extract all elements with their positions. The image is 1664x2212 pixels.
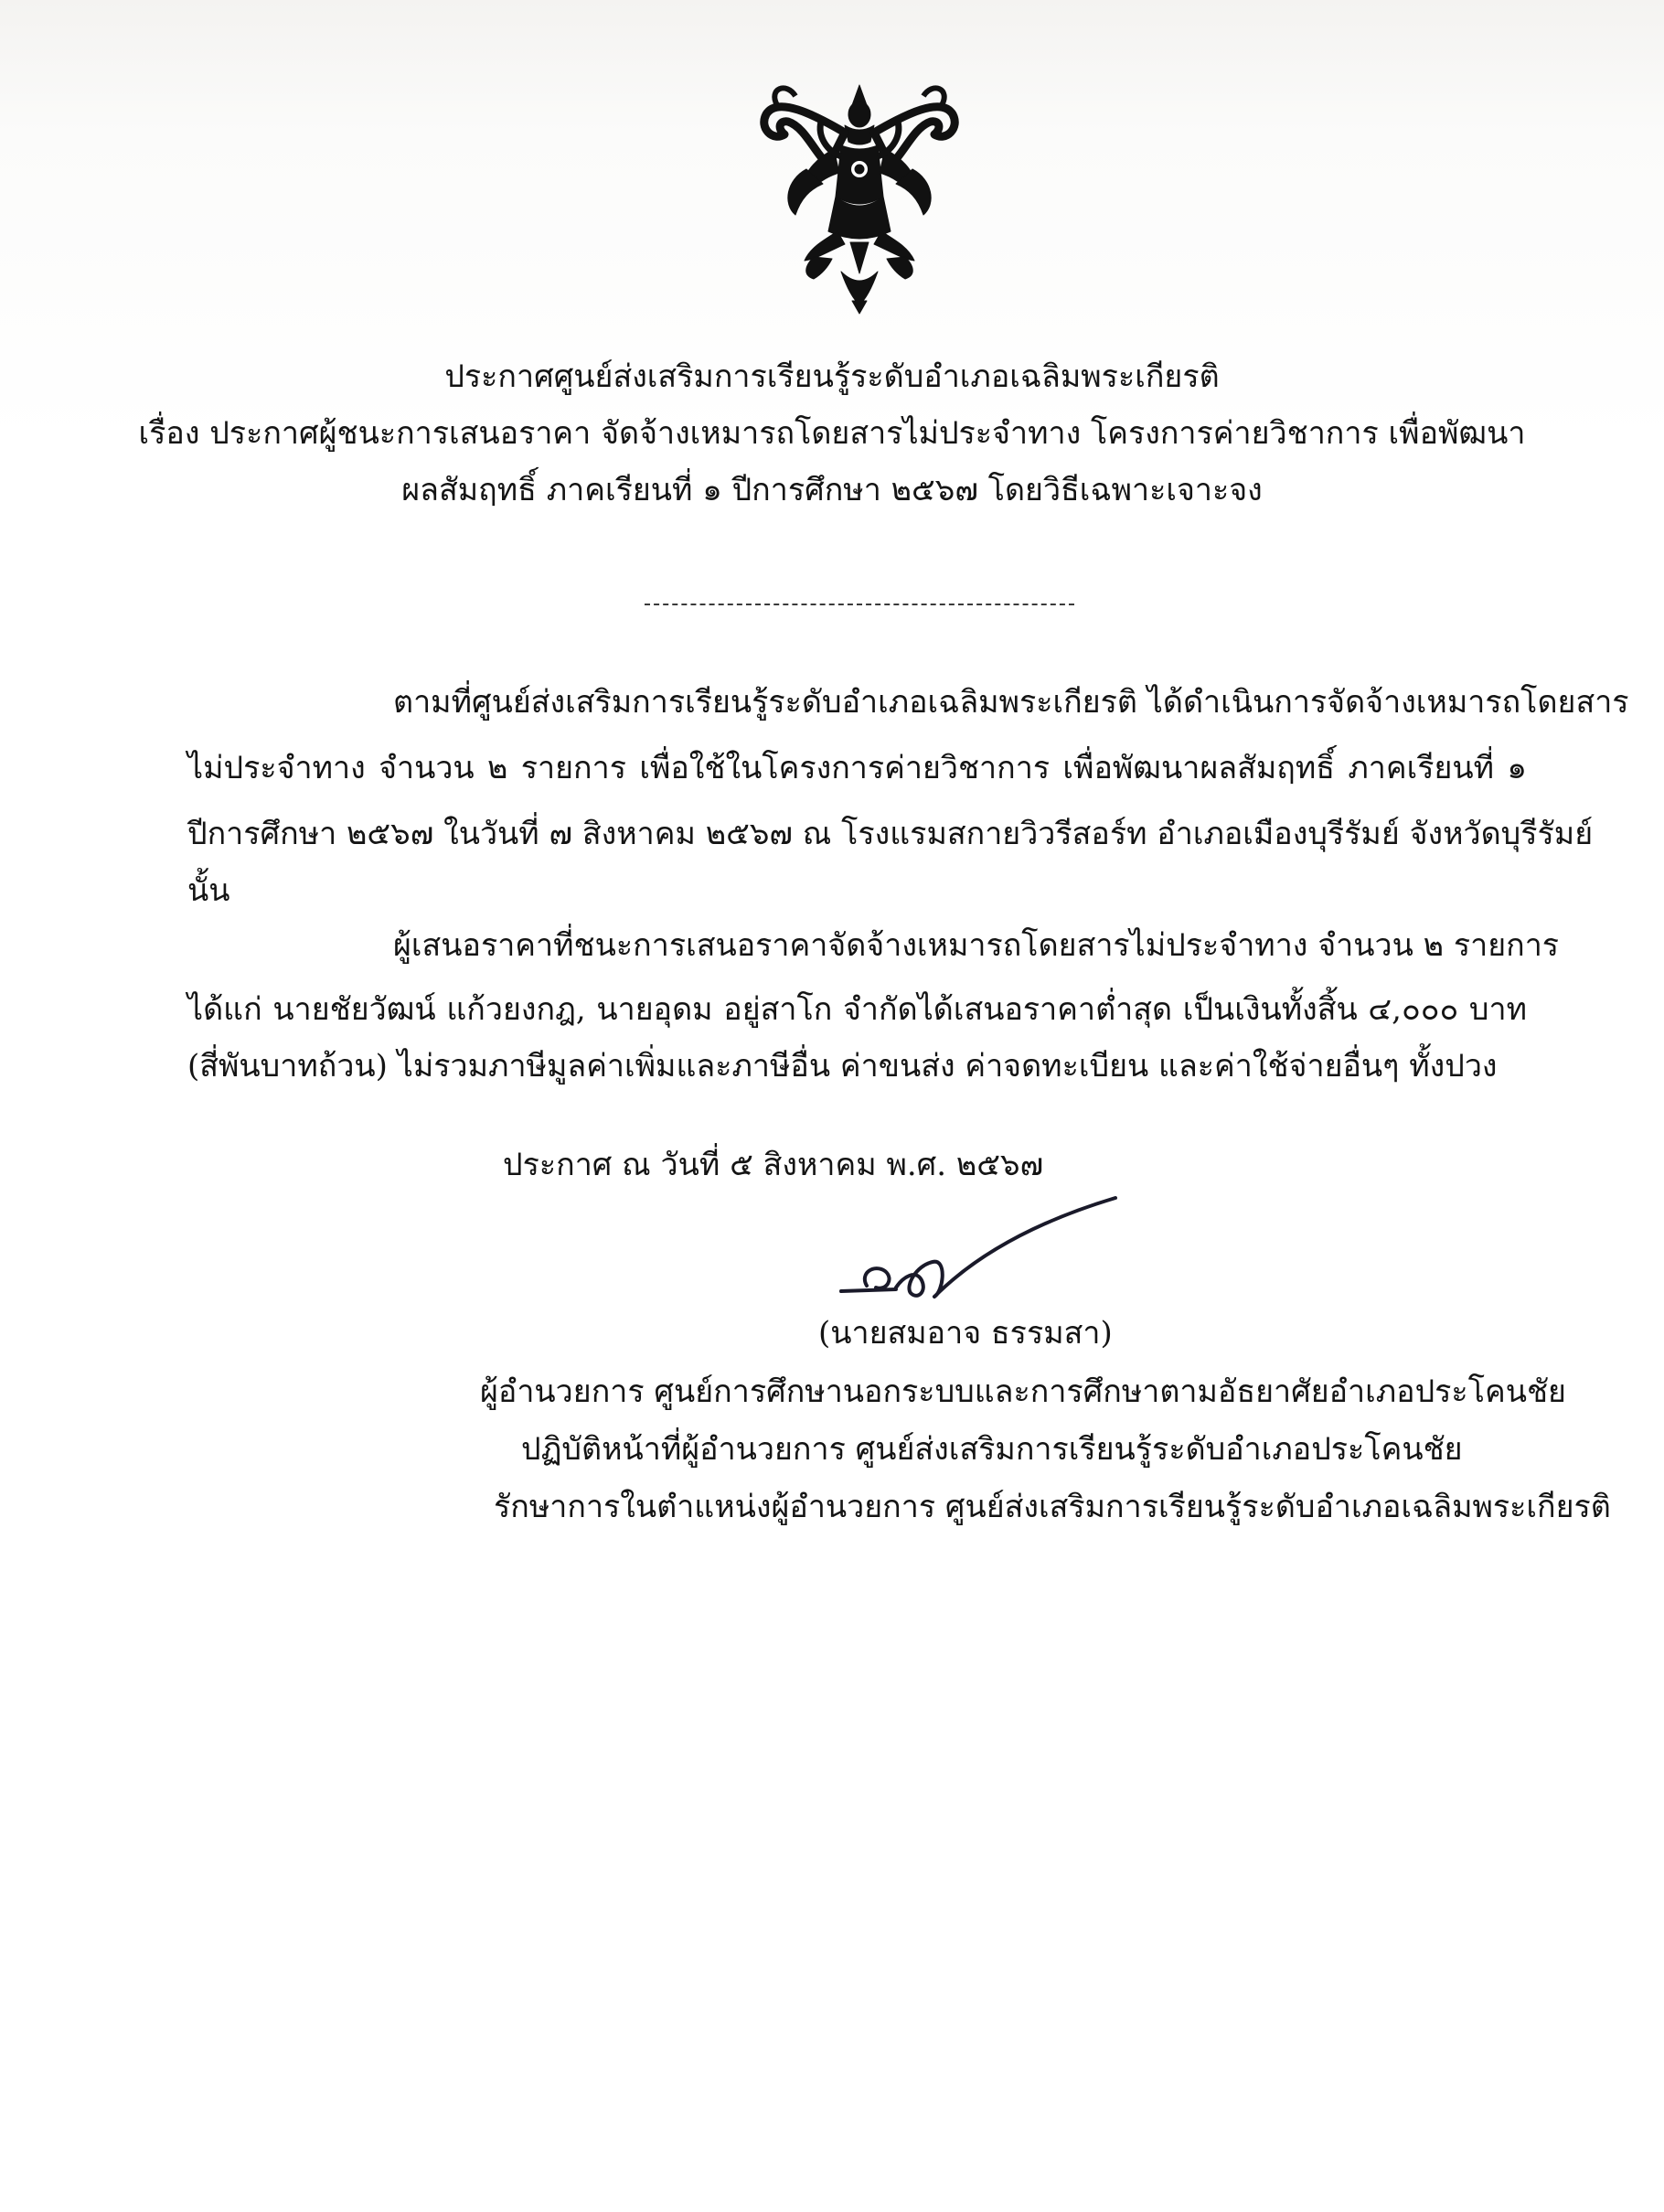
subject-line-1: เรื่อง ประกาศผู้ชนะการเสนอราคา จัดจ้างเหมารถโดยสารไม่ประจำทาง โครงการค่ายวิชาการ เพื่อพัฒนา (138, 415, 1526, 452)
paragraph-1-line-1: ตามที่ศูนย์ส่งเสริมการเรียนรู้ระดับอำเภอเฉลิมพระเกียรติ ได้ดำเนินการจัดจ้างเหมารถโดยสาร (393, 684, 1629, 721)
announce-date: ประกาศ ณ วันที่ ๕ สิงหาคม พ.ศ. ๒๕๖๗ (503, 1147, 1044, 1183)
signatory-title-1: ผู้อำนวยการ ศูนย์การศึกษานอกระบบและการศึกษาตามอัธยาศัยอำเภอประโคนชัย (480, 1373, 1566, 1410)
signatory-title-2: ปฏิบัติหน้าที่ผู้อำนวยการ ศูนย์ส่งเสริมการเรียนรู้ระดับอำเภอประโคนชัย (521, 1431, 1463, 1468)
signatory-name: (นายสมอาจ ธรรมสา) (818, 1315, 1113, 1352)
garuda-emblem-icon (750, 78, 969, 315)
paragraph-1-line-2: ไม่ประจำทาง จำนวน ๒ รายการ เพื่อใช้ในโครงการค่ายวิชาการ เพื่อพัฒนาผลสัมฤทธิ์ ภาคเรียนที่ ๑ (187, 750, 1527, 786)
signatory-title-3: รักษาการในตำแหน่งผู้อำนวยการ ศูนย์ส่งเสริมการเรียนรู้ระดับอำเภอเฉลิมพระเกียรติ (494, 1489, 1611, 1525)
paragraph-2-line-1: ผู้เสนอราคาที่ชนะการเสนอราคาจัดจ้างเหมารถโดยสารไม่ประจำทาง จำนวน ๒ รายการ (393, 927, 1560, 964)
handwritten-signature-icon (832, 1189, 1125, 1317)
paragraph-2-line-3: (สี่พันบาทถ้วน) ไม่รวมภาษีมูลค่าเพิ่มและภาษีอื่น ค่าขนส่ง ค่าจดทะเบียน และค่าใช้จ่ายอื่นๆ ทั้งปวง (187, 1048, 1498, 1085)
divider (645, 604, 1074, 605)
announcement-title: ประกาศศูนย์ส่งเสริมการเรียนรู้ระดับอำเภอเฉลิมพระเกียรติ (444, 358, 1220, 395)
subject-line-2: ผลสัมฤทธิ์ ภาคเรียนที่ ๑ ปีการศึกษา ๒๕๖๗ โดยวิธีเฉพาะเจาะจง (401, 472, 1263, 508)
paragraph-2-line-2: ได้แก่ นายชัยวัฒน์ แก้วยงกฎ, นายอุดม อยู่สาโก จำกัดได้เสนอราคาต่ำสุด เป็นเงินทั้งสิ้น ๔,๐๐๐ บาท (187, 991, 1527, 1028)
paragraph-1-line-4: นั้น (187, 872, 230, 909)
paragraph-1-line-3: ปีการศึกษา ๒๕๖๗ ในวันที่ ๗ สิงหาคม ๒๕๖๗ ณ โรงแรมสกายวิวรีสอร์ท อำเภอเมืองบุรีรัมย์ จังหวัดบุรีรัมย์ (187, 816, 1594, 852)
